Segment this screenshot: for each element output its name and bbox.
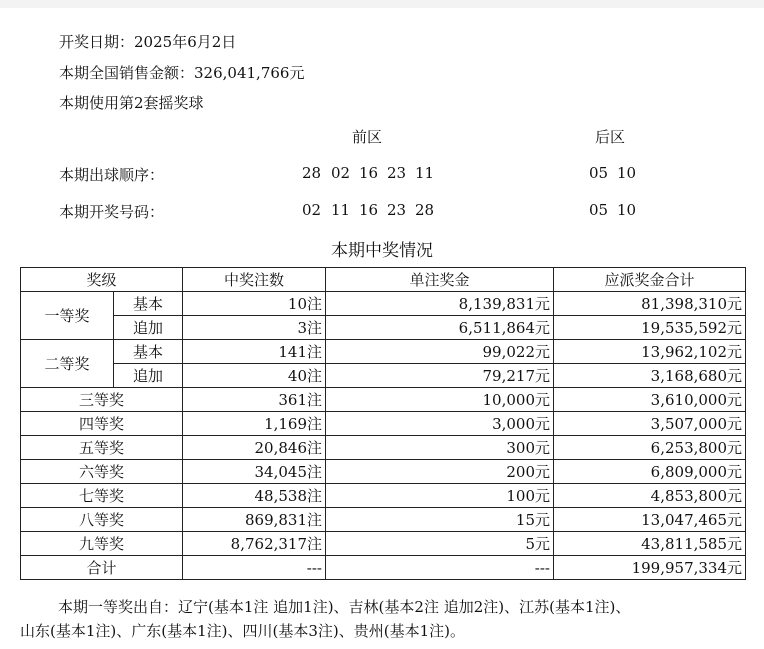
count-cell: 8,762,317注 (183, 532, 326, 556)
second-basic-total: 13,962,102元 (554, 340, 746, 364)
results-title: 本期中奖情况 (331, 241, 433, 261)
prize-cell: 300元 (326, 436, 554, 460)
sum-prize: --- (326, 556, 554, 580)
table-row (21, 316, 746, 340)
prize-cell: 100元 (326, 484, 554, 508)
winning-label: 本期开奖号码： (59, 203, 165, 221)
order-front-ball-5: 11 (415, 164, 435, 182)
order-back-ball-2: 10 (617, 164, 637, 182)
draw-date-line (59, 31, 236, 52)
first-basic-sub: 基本 (114, 292, 183, 316)
top-edge-shade (0, 0, 764, 8)
winning-front-ball-3: 16 (359, 201, 379, 219)
table-row (21, 412, 746, 436)
first-extra-count: 3注 (183, 316, 326, 340)
table-row (21, 532, 746, 556)
count-cell: 361注 (183, 388, 326, 412)
order-front-ball-3: 16 (359, 164, 379, 182)
front-zone-label: 前区 (352, 128, 383, 146)
draw-date-label: 开奖日期： (59, 33, 135, 51)
order-label: 本期出球顺序： (59, 166, 165, 184)
prize-cell: 10,000元 (326, 388, 554, 412)
level-cell: 六等奖 (21, 460, 183, 484)
total-cell: 4,853,800元 (554, 484, 746, 508)
header-total: 应派奖金合计 (554, 268, 746, 292)
results-table (20, 267, 746, 580)
first-basic-prize: 8,139,831元 (326, 292, 554, 316)
order-front-ball-2: 02 (331, 164, 351, 182)
first-basic-total: 81,398,310元 (554, 292, 746, 316)
first-basic-count: 10注 (183, 292, 326, 316)
header-level: 奖级 (21, 268, 183, 292)
winning-back-ball-1: 05 (589, 201, 609, 219)
first-extra-sub: 追加 (114, 316, 183, 340)
table-row (21, 340, 746, 364)
header-prize: 单注奖金 (326, 268, 554, 292)
count-cell: 48,538注 (183, 484, 326, 508)
ball-set-note: 本期使用第2套摇奖球 (59, 94, 204, 112)
winning-back-ball-2: 10 (617, 201, 637, 219)
second-extra-count: 40注 (183, 364, 326, 388)
draw-date-value: 2025年6月2日 (134, 33, 237, 51)
second-basic-prize: 99,022元 (326, 340, 554, 364)
count-cell: 20,846注 (183, 436, 326, 460)
level-cell: 九等奖 (21, 532, 183, 556)
order-back-ball-1: 05 (589, 164, 609, 182)
sales-label: 本期全国销售金额： (59, 64, 195, 82)
count-cell: 34,045注 (183, 460, 326, 484)
footnote-line-2: 山东(基本1注)、广东(基本1注)、四川(基本3注)、贵州(基本1注)。 (20, 622, 465, 640)
prize-cell: 15元 (326, 508, 554, 532)
table-row (21, 460, 746, 484)
count-cell: 869,831注 (183, 508, 326, 532)
total-cell: 13,047,465元 (554, 508, 746, 532)
total-cell: 3,610,000元 (554, 388, 746, 412)
winning-front-ball-1: 02 (302, 201, 322, 219)
header-count: 中奖注数 (183, 268, 326, 292)
winning-front-ball-2: 11 (331, 201, 351, 219)
sum-row (21, 556, 746, 580)
prize-cell: 3,000元 (326, 412, 554, 436)
second-basic-sub: 基本 (114, 340, 183, 364)
level-cell: 八等奖 (21, 508, 183, 532)
second-basic-count: 141注 (183, 340, 326, 364)
second-extra-total: 3,168,680元 (554, 364, 746, 388)
table-row (21, 364, 746, 388)
level-cell: 四等奖 (21, 412, 183, 436)
table-row (21, 484, 746, 508)
second-extra-sub: 追加 (114, 364, 183, 388)
prize-cell: 200元 (326, 460, 554, 484)
level-cell: 三等奖 (21, 388, 183, 412)
first-prize-origin-note (20, 595, 750, 643)
order-front-ball-1: 28 (302, 164, 322, 182)
second-extra-prize: 79,217元 (326, 364, 554, 388)
sum-count: --- (183, 556, 326, 580)
back-zone-label: 后区 (595, 128, 626, 146)
order-front-ball-4: 23 (387, 164, 407, 182)
total-cell: 6,253,800元 (554, 436, 746, 460)
table-row (21, 508, 746, 532)
total-cell: 43,811,585元 (554, 532, 746, 556)
count-cell: 1,169注 (183, 412, 326, 436)
footnote-line-1: 本期一等奖出自：辽宁(基本1注 追加1注)、吉林(基本2注 追加2注)、江苏(基本1注)、 (58, 598, 631, 616)
winning-front-ball-5: 28 (415, 201, 435, 219)
first-extra-prize: 6,511,864元 (326, 316, 554, 340)
total-cell: 6,809,000元 (554, 460, 746, 484)
sum-total: 199,957,334元 (554, 556, 746, 580)
second-prize-label: 二等奖 (21, 340, 114, 388)
level-cell: 五等奖 (21, 436, 183, 460)
table-header-row (21, 268, 746, 292)
sum-label: 合计 (21, 556, 183, 580)
total-cell: 3,507,000元 (554, 412, 746, 436)
first-extra-total: 19,535,592元 (554, 316, 746, 340)
level-cell: 七等奖 (21, 484, 183, 508)
winning-front-ball-4: 23 (387, 201, 407, 219)
table-row (21, 388, 746, 412)
first-prize-label: 一等奖 (21, 292, 114, 340)
prize-cell: 5元 (326, 532, 554, 556)
table-row (21, 436, 746, 460)
sales-line (59, 62, 304, 83)
sales-amount: 326,041,766元 (194, 64, 305, 82)
table-row (21, 292, 746, 316)
